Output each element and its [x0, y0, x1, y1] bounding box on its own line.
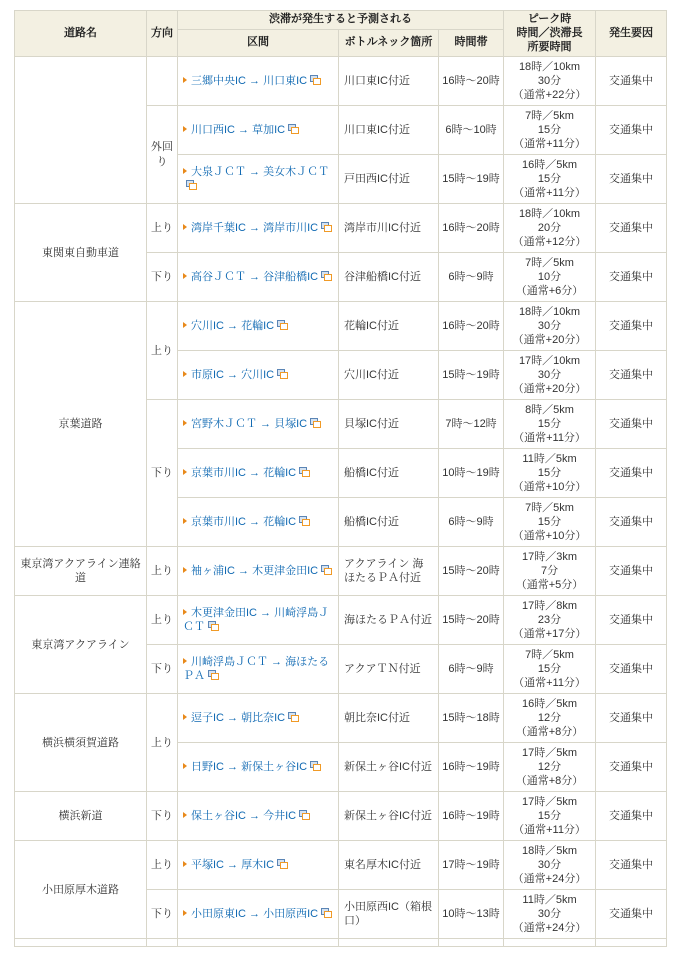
peak-cell — [504, 841, 596, 890]
peak-time-length: 17時／3km — [522, 550, 578, 563]
section-link[interactable]: 高谷ＪＣＴ → 谷津船橋IC — [191, 271, 319, 284]
peak-duration: 15分 — [537, 173, 562, 186]
time-band-cell — [439, 939, 504, 947]
cause-cell: 交通集中 — [596, 400, 667, 449]
peak-cell — [504, 302, 596, 351]
peak-time-length: 17時／5km — [522, 746, 578, 759]
external-link-icon — [277, 859, 288, 869]
section-link[interactable]: 日野IC → 新保土ヶ谷IC — [191, 761, 308, 774]
peak-duration: 15分 — [537, 663, 562, 676]
header-predicted-group: 渋滞が発生すると予測される — [178, 11, 504, 30]
peak-time-length: 17時／10km — [518, 354, 581, 367]
peak-cell — [504, 351, 596, 400]
peak-cell — [504, 449, 596, 498]
peak-cell — [504, 890, 596, 939]
section-link[interactable]: 川口西IC → 草加IC — [191, 124, 286, 137]
bottleneck-cell: 船橋IC付近 — [339, 449, 439, 498]
cause-cell: 交通集中 — [596, 302, 667, 351]
peak-time-length: 18時／10km — [518, 305, 581, 318]
peak-time-length: 16時／5km — [522, 697, 578, 710]
peak-normal-diff: （通常+20分） — [512, 383, 587, 396]
time-band-cell: 10時〜13時 — [439, 890, 504, 939]
header-peak-line3: 所要時間 — [527, 40, 572, 53]
table-row — [15, 841, 667, 890]
bottleneck-cell: 川口東IC付近 — [339, 57, 439, 106]
peak-normal-diff: （通常+10分） — [512, 481, 587, 494]
peak-normal-diff: （通常+24分） — [512, 873, 587, 886]
direction-cell: 上り — [147, 596, 178, 645]
peak-time-length: 8時／5km — [525, 403, 574, 416]
section-link[interactable]: 平塚IC → 厚木IC — [191, 859, 275, 872]
peak-duration: 12分 — [537, 712, 562, 725]
cause-cell: 交通集中 — [596, 449, 667, 498]
bottleneck-cell: 湾岸市川IC付近 — [339, 204, 439, 253]
direction-cell: 上り — [147, 841, 178, 890]
header-road-name: 道路名 — [15, 11, 147, 57]
bottleneck-cell — [339, 939, 439, 947]
bottleneck-cell: 穴川IC付近 — [339, 351, 439, 400]
road-name-cell: 東京湾アクアライン — [15, 596, 147, 694]
peak-duration: 10分 — [537, 271, 562, 284]
section-link[interactable]: 京葉市川IC → 花輪IC — [191, 467, 297, 480]
section-cell — [178, 253, 339, 302]
bottleneck-cell: 新保土ヶ谷IC付近 — [339, 792, 439, 841]
time-band-cell: 7時〜12時 — [439, 400, 504, 449]
peak-duration: 15分 — [537, 810, 562, 823]
header-peak — [504, 11, 596, 57]
direction-cell: 上り — [147, 302, 178, 400]
bottleneck-cell: 川口東IC付近 — [339, 106, 439, 155]
external-link-icon — [310, 761, 321, 771]
section-cell — [178, 498, 339, 547]
peak-normal-diff: （通常+20分） — [512, 334, 587, 347]
section-cell — [178, 351, 339, 400]
road-name-cell: 横浜横須賀道路 — [15, 694, 147, 792]
section-cell — [178, 743, 339, 792]
time-band-cell: 16時〜20時 — [439, 302, 504, 351]
peak-cell — [504, 939, 596, 947]
road-name-cell: 東関東自動車道 — [15, 204, 147, 302]
peak-duration: 15分 — [537, 467, 562, 480]
section-link[interactable]: 穴川IC → 花輪IC — [191, 320, 275, 333]
peak-normal-diff: （通常+11分） — [513, 187, 586, 200]
peak-normal-diff: （通常+22分） — [512, 89, 587, 102]
peak-cell — [504, 694, 596, 743]
cause-cell: 交通集中 — [596, 743, 667, 792]
road-name-cell — [15, 57, 147, 204]
bullet-icon — [183, 126, 187, 132]
header-peak-line2: 時間／渋滞長 — [516, 26, 583, 39]
peak-time-length: 7時／5km — [525, 109, 574, 122]
cause-cell: 交通集中 — [596, 498, 667, 547]
time-band-cell: 15時〜20時 — [439, 547, 504, 596]
section-link[interactable]: 袖ヶ浦IC → 木更津金田IC — [191, 565, 319, 578]
cause-cell: 交通集中 — [596, 645, 667, 694]
section-link[interactable]: 川崎浮島ＪＣＴ → 海ほたるＰＡ — [183, 655, 330, 683]
time-band-cell: 16時〜20時 — [439, 57, 504, 106]
peak-normal-diff: （通常+11分） — [513, 677, 586, 690]
time-band-cell: 6時〜10時 — [439, 106, 504, 155]
external-link-icon — [299, 467, 310, 477]
table-row — [15, 694, 667, 743]
external-link-icon — [321, 908, 332, 918]
bullet-icon — [183, 469, 187, 475]
section-cell — [178, 939, 339, 947]
cause-cell: 交通集中 — [596, 57, 667, 106]
peak-time-length: 7時／5km — [525, 256, 574, 269]
peak-time-length: 7時／5km — [525, 648, 574, 661]
direction-cell: 下り — [147, 253, 178, 302]
header-cause: 発生要因 — [596, 11, 667, 57]
peak-time-length: 18時／5km — [522, 844, 578, 857]
bullet-icon — [183, 910, 187, 916]
section-link[interactable]: 大泉ＪＣＴ → 美女木ＪＣＴ — [191, 165, 330, 178]
table-row — [15, 57, 667, 106]
cause-cell: 交通集中 — [596, 253, 667, 302]
bullet-icon — [183, 567, 187, 573]
header-peak-line1: ピーク時 — [527, 13, 572, 25]
cause-cell: 交通集中 — [596, 890, 667, 939]
peak-cell — [504, 400, 596, 449]
peak-cell — [504, 498, 596, 547]
section-link[interactable]: 小田原東IC → 小田原西IC — [191, 908, 319, 921]
peak-normal-diff: （通常+11分） — [513, 138, 586, 151]
section-cell — [178, 890, 339, 939]
table-row — [15, 792, 667, 841]
time-band-cell: 16時〜19時 — [439, 743, 504, 792]
external-link-icon — [288, 124, 299, 134]
peak-duration: 15分 — [537, 124, 562, 137]
time-band-cell: 15時〜19時 — [439, 155, 504, 204]
direction-cell: 下り — [147, 890, 178, 939]
time-band-cell: 10時〜19時 — [439, 449, 504, 498]
bottleneck-cell: 戸田西IC付近 — [339, 155, 439, 204]
bottleneck-cell: 谷津船橋IC付近 — [339, 253, 439, 302]
road-name-cell: 東京湾アクアライン連絡道 — [15, 547, 147, 596]
peak-cell — [504, 57, 596, 106]
section-cell — [178, 449, 339, 498]
section-link[interactable]: 木更津金田IC → 川崎浮島ＪＣＴ — [183, 606, 330, 634]
bottleneck-cell: 東名厚木IC付近 — [339, 841, 439, 890]
external-link-icon — [277, 369, 288, 379]
time-band-cell: 6時〜9時 — [439, 645, 504, 694]
section-link[interactable]: 保土ヶ谷IC → 今井IC — [191, 810, 297, 823]
peak-duration: 30分 — [537, 908, 562, 921]
bullet-icon — [183, 273, 187, 279]
direction-cell: 下り — [147, 645, 178, 694]
peak-time-length: 18時／10km — [518, 60, 581, 73]
peak-duration: 15分 — [537, 418, 562, 431]
section-cell — [178, 792, 339, 841]
cause-cell: 交通集中 — [596, 351, 667, 400]
section-link[interactable]: 京葉市川IC → 花輪IC — [191, 516, 297, 529]
section-cell — [178, 645, 339, 694]
external-link-icon — [208, 670, 219, 680]
section-link[interactable]: 逗子IC → 朝比奈IC — [191, 712, 286, 725]
direction-cell — [147, 57, 178, 106]
bottleneck-cell: 海ほたるＰＡ付近 — [339, 596, 439, 645]
peak-time-length: 11時／5km — [522, 893, 577, 906]
time-band-cell: 15時〜19時 — [439, 351, 504, 400]
peak-duration: 30分 — [537, 369, 562, 382]
bottleneck-cell: 小田原西IC（箱根口） — [339, 890, 439, 939]
peak-cell — [504, 155, 596, 204]
peak-cell — [504, 792, 596, 841]
bullet-icon — [183, 609, 187, 615]
peak-time-length: 11時／5km — [522, 452, 577, 465]
external-link-icon — [321, 222, 332, 232]
table-row — [15, 547, 667, 596]
external-link-icon — [310, 75, 321, 85]
peak-normal-diff: （通常+10分） — [512, 530, 587, 543]
bottleneck-cell: 朝比奈IC付近 — [339, 694, 439, 743]
peak-cell — [504, 253, 596, 302]
peak-duration: 30分 — [537, 320, 562, 333]
peak-time-length: 18時／10km — [518, 207, 581, 220]
direction-cell: 下り — [147, 792, 178, 841]
time-band-cell: 15時〜18時 — [439, 694, 504, 743]
header-section: 区間 — [178, 29, 339, 56]
external-link-icon — [321, 271, 332, 281]
peak-normal-diff: （通常+8分） — [515, 726, 584, 739]
bullet-icon — [183, 763, 187, 769]
road-name-cell — [15, 939, 147, 947]
peak-cell — [504, 645, 596, 694]
section-cell — [178, 694, 339, 743]
bottleneck-cell: 花輪IC付近 — [339, 302, 439, 351]
peak-duration: 30分 — [537, 75, 562, 88]
bottleneck-cell: 船橋IC付近 — [339, 498, 439, 547]
bullet-icon — [183, 322, 187, 328]
table-row — [15, 596, 667, 645]
peak-time-length: 16時／5km — [522, 158, 578, 171]
section-cell — [178, 204, 339, 253]
peak-duration: 23分 — [537, 614, 562, 627]
section-link[interactable]: 宮野木ＪＣＴ → 貝塚IC — [191, 418, 308, 431]
bullet-icon — [183, 714, 187, 720]
peak-cell — [504, 204, 596, 253]
peak-time-length: 17時／5km — [522, 795, 578, 808]
section-cell — [178, 400, 339, 449]
bullet-icon — [183, 168, 187, 174]
cause-cell: 交通集中 — [596, 106, 667, 155]
external-link-icon — [288, 712, 299, 722]
table-row — [15, 302, 667, 351]
external-link-icon — [277, 320, 288, 330]
bottleneck-cell: 貝塚IC付近 — [339, 400, 439, 449]
peak-duration: 30分 — [537, 859, 562, 872]
road-name-cell: 京葉道路 — [15, 302, 147, 547]
time-band-cell: 16時〜19時 — [439, 792, 504, 841]
cause-cell: 交通集中 — [596, 547, 667, 596]
cause-cell: 交通集中 — [596, 792, 667, 841]
section-cell — [178, 57, 339, 106]
bullet-icon — [183, 861, 187, 867]
peak-normal-diff: （通常+5分） — [515, 579, 584, 592]
direction-cell: 上り — [147, 694, 178, 792]
header-bottleneck: ボトルネック箇所 — [339, 29, 439, 56]
direction-cell: 上り — [147, 547, 178, 596]
peak-cell — [504, 106, 596, 155]
peak-normal-diff: （通常+11分） — [513, 432, 586, 445]
peak-normal-diff: （通常+11分） — [513, 824, 586, 837]
bullet-icon — [183, 812, 187, 818]
cause-cell: 交通集中 — [596, 204, 667, 253]
cause-cell: 交通集中 — [596, 694, 667, 743]
bullet-icon — [183, 518, 187, 524]
section-cell — [178, 547, 339, 596]
bullet-icon — [183, 77, 187, 83]
external-link-icon — [299, 516, 310, 526]
peak-duration: 20分 — [537, 222, 562, 235]
bullet-icon — [183, 420, 187, 426]
time-band-cell: 6時〜9時 — [439, 498, 504, 547]
cause-cell — [596, 939, 667, 947]
time-band-cell: 6時〜9時 — [439, 253, 504, 302]
peak-duration: 7分 — [540, 565, 559, 578]
peak-normal-diff: （通常+6分） — [515, 285, 584, 298]
bullet-icon — [183, 224, 187, 230]
section-cell — [178, 106, 339, 155]
cause-cell: 交通集中 — [596, 155, 667, 204]
peak-normal-diff: （通常+24分） — [512, 922, 587, 935]
header-direction: 方向 — [147, 11, 178, 57]
direction-cell — [147, 939, 178, 947]
external-link-icon — [321, 565, 332, 575]
section-cell — [178, 155, 339, 204]
external-link-icon — [208, 621, 219, 631]
direction-cell: 下り — [147, 400, 178, 547]
table-row-partial — [15, 939, 667, 947]
traffic-forecast-table — [14, 10, 667, 947]
time-band-cell: 15時〜20時 — [439, 596, 504, 645]
external-link-icon — [186, 180, 197, 190]
cause-cell: 交通集中 — [596, 841, 667, 890]
peak-time-length: 7時／5km — [525, 501, 574, 514]
header-time-band: 時間帯 — [439, 29, 504, 56]
time-band-cell: 17時〜19時 — [439, 841, 504, 890]
bottleneck-cell: アクアＴＮ付近 — [339, 645, 439, 694]
peak-duration: 15分 — [537, 516, 562, 529]
section-link[interactable]: 三郷中央IC → 川口東IC — [191, 75, 308, 88]
bullet-icon — [183, 371, 187, 377]
table-row — [15, 204, 667, 253]
section-cell — [178, 841, 339, 890]
direction-cell: 上り — [147, 204, 178, 253]
bottleneck-cell: 新保土ヶ谷IC付近 — [339, 743, 439, 792]
direction-cell: 外回り — [147, 106, 178, 204]
peak-normal-diff: （通常+17分） — [512, 628, 587, 641]
peak-cell — [504, 547, 596, 596]
bullet-icon — [183, 658, 187, 664]
peak-cell — [504, 596, 596, 645]
peak-duration: 12分 — [537, 761, 562, 774]
road-name-cell: 小田原厚木道路 — [15, 841, 147, 939]
traffic-forecast-panel — [14, 10, 666, 947]
peak-normal-diff: （通常+8分） — [515, 775, 584, 788]
peak-cell — [504, 743, 596, 792]
section-cell — [178, 302, 339, 351]
external-link-icon — [299, 810, 310, 820]
bottleneck-cell: アクアライン 海ほたるＰＡ付近 — [339, 547, 439, 596]
peak-time-length: 17時／8km — [522, 599, 578, 612]
time-band-cell: 16時〜20時 — [439, 204, 504, 253]
section-link[interactable]: 市原IC → 穴川IC — [191, 369, 275, 382]
external-link-icon — [310, 418, 321, 428]
road-name-cell: 横浜新道 — [15, 792, 147, 841]
cause-cell: 交通集中 — [596, 596, 667, 645]
peak-normal-diff: （通常+12分） — [512, 236, 587, 249]
section-link[interactable]: 湾岸千葉IC → 湾岸市川IC — [191, 222, 319, 235]
section-cell — [178, 596, 339, 645]
